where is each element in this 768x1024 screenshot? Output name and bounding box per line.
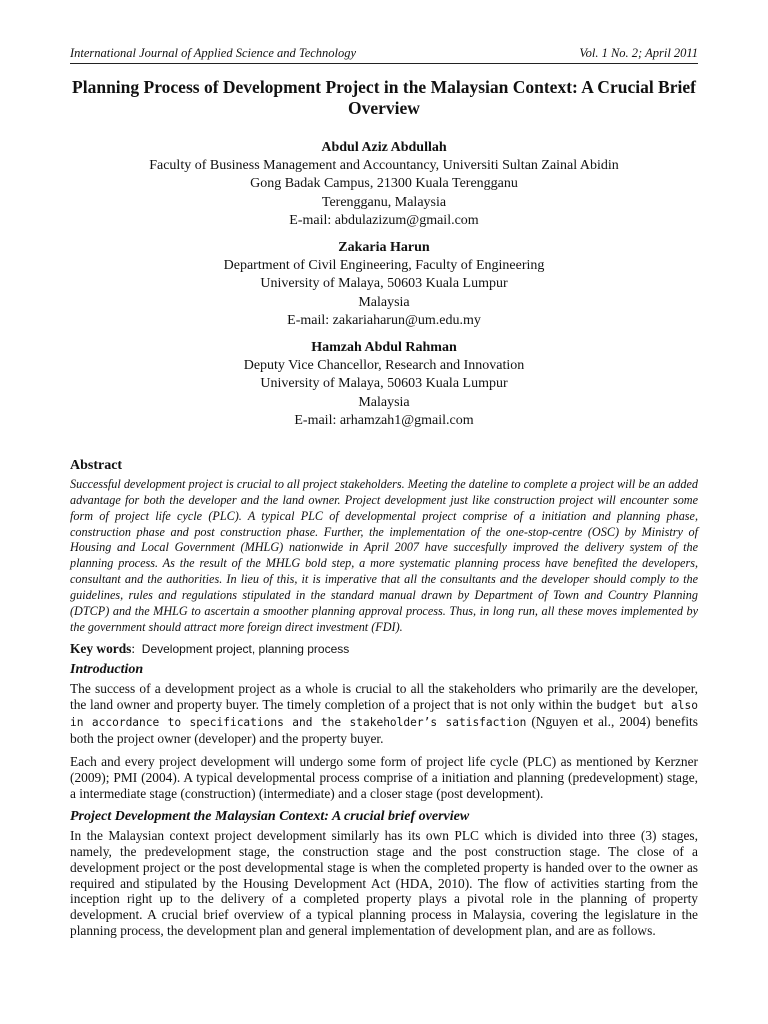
author-address: University of Malaya, 50603 Kuala Lumpur xyxy=(260,276,508,292)
author-email: E-mail: abdulazizum@gmail.com xyxy=(289,212,479,228)
author-email: E-mail: zakariaharun@um.edu.my xyxy=(287,312,481,328)
paper-body xyxy=(70,458,698,946)
keywords-label: Key words xyxy=(70,641,132,657)
author-affiliation: Faculty of Business Management and Accountancy, Universiti Sultan Zainal Abidin xyxy=(149,158,619,174)
author-address: Gong Badak Campus, 21300 Kuala Terengganu xyxy=(250,176,518,192)
running-header xyxy=(70,46,698,64)
section-2-paragraph-1: In the Malaysian context project development similarly has its own PLC which is divided into three (3) stages, namely, the predevelopment stage, the construction stage and the post construction stage. The close of a development project or the post developmental stage is when the completed property is handed over to the owner as required and stipulated by the Housing Development Act (HDA, 2010). The flow of activities starting from the inception right up to the delivery of a completed property plays a pivotal role in the planning of property development. A crucial brief overview of a typical planning process in Malaysia, covering the legislature in the planning process, the development plan and general implementation of development plan, and are as follows. xyxy=(70,827,698,939)
abstract-text: Successful development project is crucial to all project stakeholders. Meeting the dateline to complete a project will be an added advantage for both the developer and the land owner. Project development just like construction project will encounter some form of project life cycle (PLC). A typical PLC of developmental project comprise of a initiation and planning phase, construction phase and post construction phase. Further, the implementation of the one-stop-centre (OSC) by Ministry of Housing and Local Government (MHLG) nationwide in April 2007 have succesfully improved the delivery system of the planning process. As the result of the MHLG bold step, a more systematic planning process have benefited the developers, consultant and the authorities. In lieu of this, it is imperative that all the consultants and the developer should comply to the guidelines, rules and regulations stipulated in the standard manual drawn by Department of Town and Country Planning (DTCP) and the MHLG to ascertain a smoother planning approval process. Thus, in long run, all these moves implemented by the government should attract more foreign direct investment (FDI). xyxy=(70,477,698,634)
author-2 xyxy=(0,239,768,330)
author-affiliation: Department of Civil Engineering, Faculty of Engineering xyxy=(223,258,545,274)
introduction-heading: Introduction xyxy=(70,662,144,678)
intro-text-start: The success of a development project as a whole is crucial to all the stakeholders who primarily are the developer, the land owner and property buyer. The timely completion of a project that is not only within the xyxy=(70,681,698,713)
author-3 xyxy=(0,339,768,430)
introduction-paragraph-2: Each and every project development will undergo some form of project life cycle (PLC) as mentioned by Kerzner (2009); PMI (2004). A typical developmental process comprise of a initiation and planning (predevelopment) stage, a intermediate stage (construction) (intermediate) and a closer stage (post development). xyxy=(70,754,698,801)
author-affiliation: Deputy Vice Chancellor, Research and Innovation xyxy=(243,358,525,374)
keywords-value: Development project, planning process xyxy=(141,642,350,657)
author-name: Abdul Aziz Abdullah xyxy=(321,140,447,155)
author-name: Zakaria Harun xyxy=(338,240,430,256)
introduction-paragraph-1 xyxy=(70,681,698,747)
author-name: Hamzah Abdul Rahman xyxy=(311,340,457,356)
author-block xyxy=(0,139,768,439)
intro-text-end: (Nguyen et al., 2004) benefits both the project owner (developer) and the property buyer. xyxy=(70,714,698,747)
author-country: Malaysia xyxy=(358,394,410,410)
author-country: Malaysia xyxy=(358,294,410,310)
issue-info: Vol. 1 No. 2; April 2011 xyxy=(579,46,698,60)
keywords-line: Key words: Development project, planning process xyxy=(70,641,350,657)
journal-name: International Journal of Applied Science and Technology xyxy=(70,46,357,60)
abstract-heading: Abstract xyxy=(70,458,123,473)
author-1 xyxy=(0,139,768,230)
author-address: University of Malaya, 50603 Kuala Lumpur xyxy=(260,376,508,392)
intro-text-mono: budget but also in accordance to specifications and the stakeholder’s satisfaction xyxy=(70,699,698,730)
author-country: Terengganu, Malaysia xyxy=(321,194,447,210)
section-2-heading: Project Development the Malaysian Context: A crucial brief overview xyxy=(70,808,470,824)
author-email: E-mail: arhamzah1@gmail.com xyxy=(294,412,474,428)
paper-title: Planning Process of Development Project in the Malaysian Context: A Crucial Brief Overview xyxy=(72,77,696,118)
